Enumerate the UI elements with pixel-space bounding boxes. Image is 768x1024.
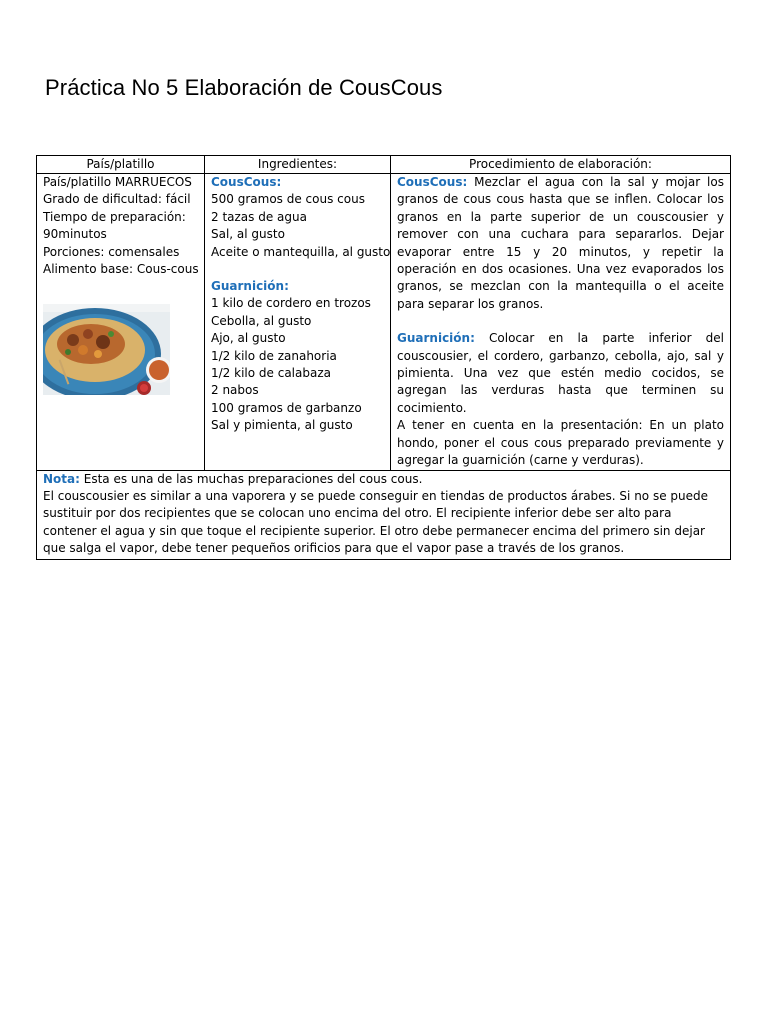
note-cell [37,470,731,559]
info-country: País/platillo MARRUECOS [43,175,192,189]
info-cell [37,174,205,471]
info-time-value: 90minutos [43,227,107,242]
procedure-presentation: A tener en cuenta en la presentación: En un plato hondo, poner el cous cous preparado previamente y agregar la guarnición (carne y verduras). [397,418,724,468]
procedure-couscous [397,174,724,313]
header-row [37,156,731,174]
couscous-dish-photo [43,304,170,395]
procedure-garnish-heading: Guarnición: [397,331,475,346]
header-procedure: Procedimiento de elaboración: [391,156,731,174]
info-difficulty: Grado de dificultad: fácil [43,192,191,207]
ingredients-cell [205,174,391,471]
info-time-label: Tiempo de preparación: [43,209,186,224]
note-first-line: Esta es una de las muchas preparaciones del cous cous. [83,471,423,486]
ingredient-item: 2 tazas de agua [211,209,307,224]
ingredient-item: 100 gramos de garbanzo [211,400,362,415]
page-title: Práctica No 5 Elaboración de CousCous [45,75,443,100]
ingredient-item: 2 nabos [211,383,259,398]
procedure-cell [391,174,731,471]
ingredient-item: 1 kilo de cordero en trozos [211,296,371,311]
recipe-table [36,155,731,560]
ingredients-garnish-heading: Guarnición: [211,279,289,294]
procedure-garnish-text: Colocar en la parte inferior del couscousier, el cordero, garbanzo, cebolla, ajo, sal y pimienta. Una vez que estén medio cocidos, se agregan las verduras hasta que terminen su cocimiento. [397,331,724,415]
spacer [211,261,384,278]
ingredient-item: Cebolla, al gusto [211,313,312,328]
ingredient-item: 1/2 kilo de zanahoria [211,348,337,363]
note-text: El couscousier es similar a una vaporera y se puede conseguir en tiendas de productos árabes. Si no se puede sustituir por dos recipientes que se colocan uno encima del otro. El recipiente inferior debe ser alto para contener el agua y sin que toque el recipiente superior. El otro debe permanecer encima del primero sin dejar que salga el vapor, debe tener pequeños orificios para que el vapor pase a través de los granos. [43,488,709,556]
ingredient-item: Aceite o mantequilla, al gusto [211,244,391,259]
note-row [37,470,731,559]
ingredient-item: Sal, al gusto [211,227,285,242]
procedure-couscous-text: Mezclar el agua con la sal y mojar los granos de cous cous hasta que se inflen. Colocar los granos en la parte superior de un couscousier y remover con una cuchara para separarlos. Dejar evaporar entre 15 y 20 minutos, y repetir la operación en dos ocasiones. Una vez evaporados los granos, se mezclan con la mantequilla o el aceite para separar los granos. [397,175,724,311]
info-base-food: Alimento base: Cous-cous [43,262,199,277]
procedure-garnish [397,330,724,417]
info-portions: Porciones: comensales [43,244,180,259]
ingredients-couscous-heading: CousCous: [211,175,282,189]
note-label: Nota: [43,471,80,486]
ingredient-item: 1/2 kilo de calabaza [211,366,331,381]
ingredient-item: Sal y pimienta, al gusto [211,418,353,433]
ingredient-item: 500 gramos de cous cous [211,192,365,207]
ingredient-item: Ajo, al gusto [211,331,286,346]
header-country: País/platillo [37,156,205,174]
header-ingredients: Ingredientes: [205,156,391,174]
procedure-couscous-heading: CousCous: [397,175,468,189]
content-row [37,174,731,471]
